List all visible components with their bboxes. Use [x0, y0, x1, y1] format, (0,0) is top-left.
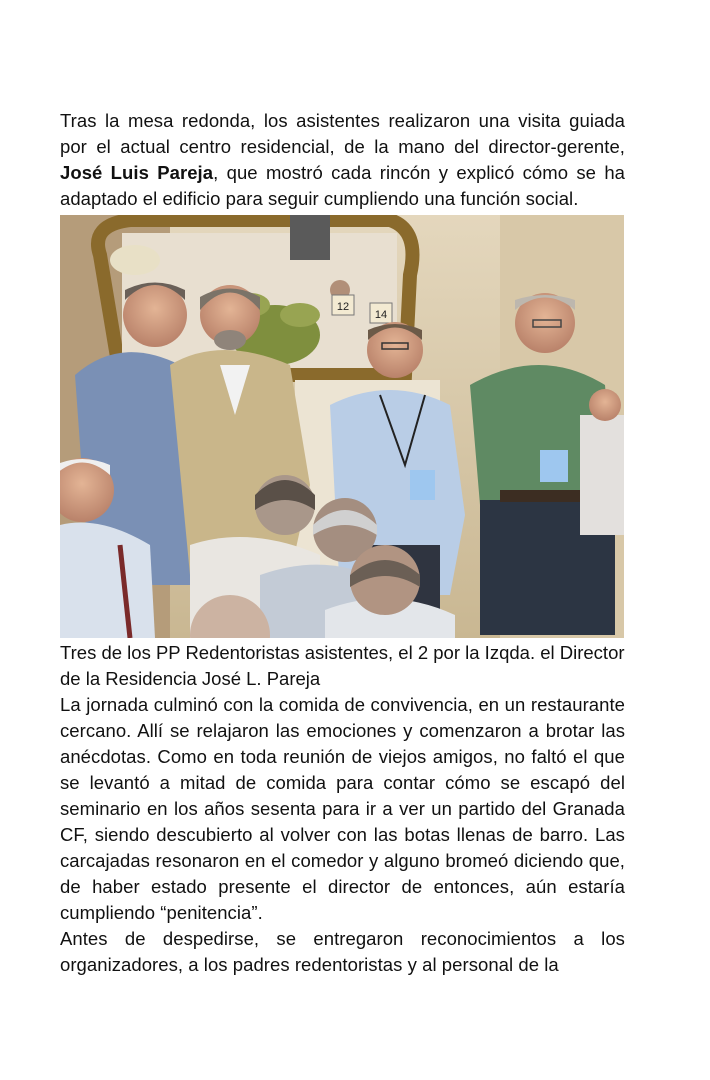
- photo-caption: Tres de los PP Redentoristas asistentes, el 2 por la Izqda. el Director de la Residencia José L. Pareja: [60, 642, 625, 689]
- intro-paragraph: [60, 108, 625, 212]
- body-paragraph-2: Antes de despedirse, se entregaron reconocimientos a los organizadores, a los padres redentoristas y al personal de la: [60, 928, 625, 975]
- intro-text-before: Tras la mesa redonda, los asistentes realizaron una visita guiada por el actual centro residencial, de la mano del director-gerente,: [60, 110, 625, 157]
- intro-text-after: , que mostró cada rincón y explicó cómo se ha adaptado el edificio para seguir cumpliendo una función social.: [60, 162, 626, 209]
- group-photo: [60, 215, 624, 638]
- director-name: José Luis Pareja: [60, 162, 214, 183]
- body-paragraph-1: La jornada culminó con la comida de convivencia, en un restaurante cercano. Allí se relajaron las emociones y comenzaron a brotar las anécdotas. Como en toda reunión de viejos amigos, no faltó el que se levantó a mitad de comida para contar cómo se escapó del seminario en los años sesenta para ir a ver un partido del Granada CF, siendo descubierto al volver con las botas llenas de barro. Las carcajadas resonaron en el comedor y alguno bromeó diciendo que, de haber estado presente el director de entonces, aún estaría cumpliendo “penitencia”.: [60, 694, 625, 923]
- table-number-12: 12: [336, 301, 350, 313]
- table-number-14: 14: [374, 309, 388, 321]
- document-page: [60, 108, 625, 978]
